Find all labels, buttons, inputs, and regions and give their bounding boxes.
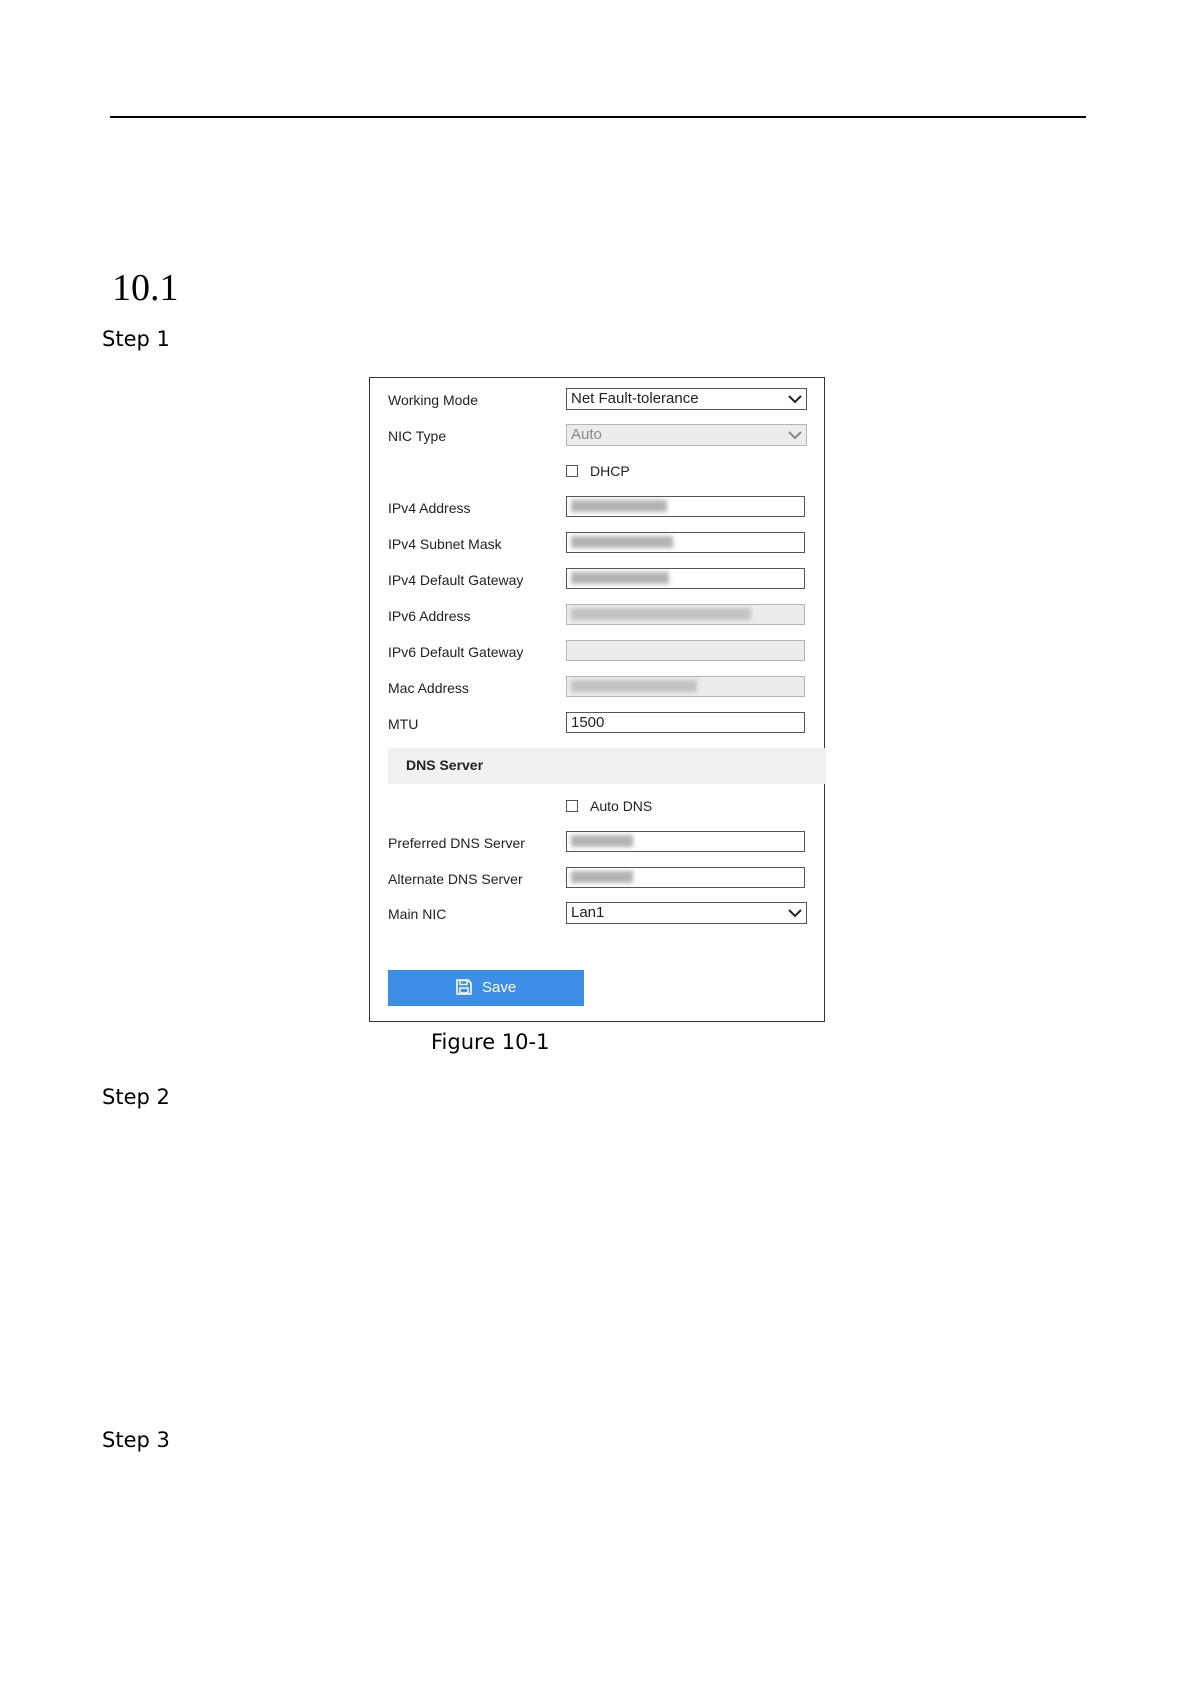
redacted-value xyxy=(571,608,751,620)
ipv6-address-label: IPv6 Address xyxy=(388,608,471,624)
main-nic-value: Lan1 xyxy=(571,904,605,921)
step-2-label: Step 2 xyxy=(102,1085,170,1109)
chevron-down-icon xyxy=(788,905,802,921)
nic-type-label: NIC Type xyxy=(388,428,447,444)
step-1-label: Step 1 xyxy=(102,327,170,351)
ipv6-default-gateway-row xyxy=(388,640,808,664)
main-nic-row xyxy=(388,902,808,926)
dns-server-section-header xyxy=(388,748,826,784)
save-label: Save xyxy=(482,979,517,996)
ipv4-subnet-mask-field[interactable] xyxy=(566,532,805,553)
alternate-dns-field[interactable] xyxy=(566,867,805,888)
preferred-dns-label: Preferred DNS Server xyxy=(388,835,525,851)
redacted-value xyxy=(571,871,633,883)
ipv4-default-gateway-field[interactable] xyxy=(566,568,805,589)
ipv4-subnet-mask-row xyxy=(388,532,808,556)
network-settings-figure xyxy=(369,377,825,1022)
ipv4-address-label: IPv4 Address xyxy=(388,500,471,516)
auto-dns-label: Auto DNS xyxy=(590,798,653,814)
ipv6-default-gateway-label: IPv6 Default Gateway xyxy=(388,644,524,660)
ipv4-default-gateway-label: IPv4 Default Gateway xyxy=(388,572,524,588)
ipv6-default-gateway-field[interactable] xyxy=(566,640,805,661)
dhcp-checkbox[interactable] xyxy=(566,465,578,477)
step-3-label: Step 3 xyxy=(102,1428,170,1452)
ipv4-subnet-mask-label: IPv4 Subnet Mask xyxy=(388,536,502,552)
redacted-value xyxy=(571,680,697,692)
nic-type-value: Auto xyxy=(571,426,602,443)
ipv6-address-field[interactable] xyxy=(566,604,805,625)
mac-address-field[interactable] xyxy=(566,676,805,697)
header-rule xyxy=(110,116,1086,118)
preferred-dns-field[interactable] xyxy=(566,831,805,852)
working-mode-label: Working Mode xyxy=(388,392,479,408)
mtu-value: 1500 xyxy=(571,714,605,731)
ipv4-default-gateway-row xyxy=(388,568,808,592)
main-nic-label: Main NIC xyxy=(388,906,447,922)
dns-server-title: DNS Server xyxy=(406,757,484,773)
mac-address-row xyxy=(388,676,808,700)
figure-caption: Figure 10-1 xyxy=(431,1030,550,1054)
auto-dns-checkbox[interactable] xyxy=(566,800,578,812)
chevron-down-icon xyxy=(788,427,802,443)
ipv4-address-row xyxy=(388,496,808,520)
mtu-field[interactable] xyxy=(566,712,805,733)
ipv6-address-row xyxy=(388,604,808,628)
main-nic-select[interactable] xyxy=(566,902,807,924)
alternate-dns-row xyxy=(388,867,808,891)
ipv4-address-field[interactable] xyxy=(566,496,805,517)
save-button[interactable] xyxy=(388,970,584,1006)
preferred-dns-row xyxy=(388,831,808,855)
redacted-value xyxy=(571,572,669,584)
working-mode-row xyxy=(388,388,808,412)
section-number: 10.1 xyxy=(112,267,179,309)
dhcp-label: DHCP xyxy=(590,463,630,479)
alternate-dns-label: Alternate DNS Server xyxy=(388,871,523,887)
nic-type-select[interactable] xyxy=(566,424,807,446)
redacted-value xyxy=(571,500,667,512)
floppy-disk-icon xyxy=(456,979,472,995)
redacted-value xyxy=(571,835,633,847)
mtu-row xyxy=(388,712,808,736)
chevron-down-icon xyxy=(788,391,802,407)
working-mode-value: Net Fault-tolerance xyxy=(571,390,699,407)
working-mode-select[interactable] xyxy=(566,388,807,410)
mac-address-label: Mac Address xyxy=(388,680,469,696)
nic-type-row xyxy=(388,424,808,448)
mtu-label: MTU xyxy=(388,716,419,732)
redacted-value xyxy=(571,536,673,548)
